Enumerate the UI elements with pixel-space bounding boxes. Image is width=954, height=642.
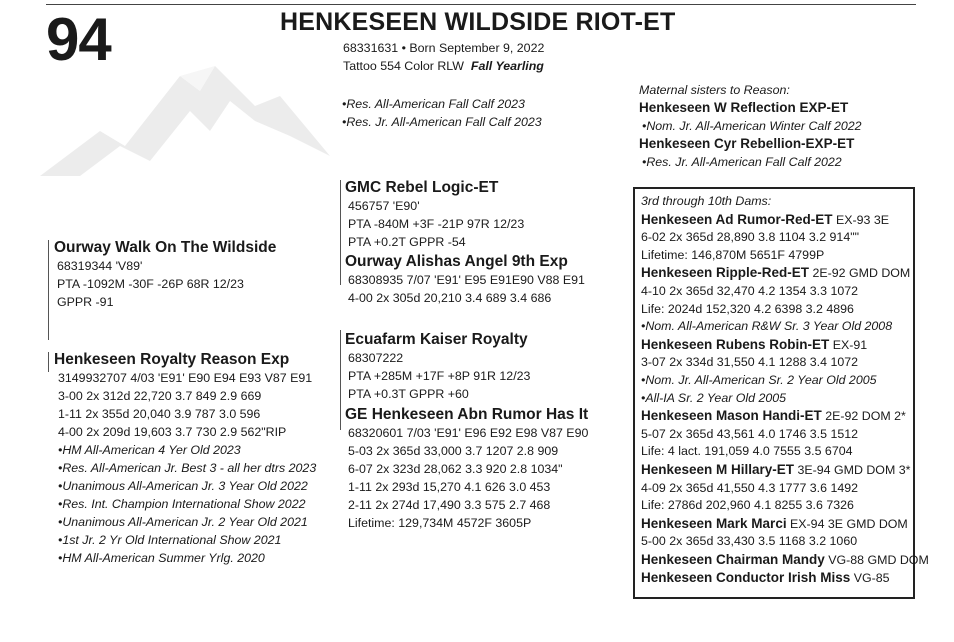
sister-name: Henkeseen Cyr Rebellion-EXP-ET <box>639 136 855 151</box>
tattoo-text: Tattoo 554 Color RLW <box>343 59 464 73</box>
box-dam-name <box>641 515 929 534</box>
sire-sire-block <box>345 178 524 251</box>
box-dam-name-text: Henkeseen Mason Handi-ET <box>641 408 822 424</box>
box-dam-class: VG-88 GMD DOM <box>824 552 929 567</box>
box-dam-line: Lifetime: 146,870M 5651F 4799P <box>641 247 825 262</box>
box-dam-line: 5-07 2x 365d 43,561 4.0 1746 3.5 1512 <box>641 426 859 441</box>
sire-dam-block <box>345 252 585 307</box>
maternal-sisters <box>639 81 862 171</box>
sire-line: 68319344 'V89' <box>57 259 143 273</box>
box-dam-line: 5-00 2x 365d 33,430 3.5 1168 3.2 1060 <box>641 534 858 549</box>
box-dam-name-text: Henkeseen Chairman Mandy <box>641 551 825 567</box>
sire-dam-name: Ourway Alishas Angel 9th Exp <box>345 253 568 270</box>
box-dam-name <box>641 407 929 426</box>
dam-bracket <box>48 352 49 372</box>
box-dam-honor: •Nom. Jr. All-American Sr. 2 Year Old 2005 <box>641 372 877 387</box>
box-dam-class: 3E-94 GMD DOM 3* <box>794 462 911 477</box>
box-dam-line: Life: 2786d 202,960 4.1 8255 3.6 7326 <box>641 498 854 513</box>
box-dam-name-text: Henkeseen Ripple-Red-ET <box>641 265 810 281</box>
box-dam-class: EX-93 3E <box>832 212 890 227</box>
box-dam-line: Life: 4 lact. 191,059 4.0 7555 3.5 6704 <box>641 444 853 459</box>
dam-honor: •Res. Int. Champion International Show 2022 <box>58 497 306 511</box>
dams-heading: 3rd through 10th Dams: <box>641 194 772 208</box>
box-dam-line: 4-09 2x 365d 41,550 4.3 1777 3.6 1492 <box>641 480 859 495</box>
dam-dam-name: GE Henkeseen Abn Rumor Has It <box>345 406 589 423</box>
dam-line: 1-11 2x 355d 20,040 3.9 787 3.0 596 <box>58 407 261 421</box>
box-dam-line: Life: 2024d 152,320 4.2 6398 3.2 4896 <box>641 301 854 316</box>
sire-sire-line: PTA +0.2T GPPR -54 <box>348 235 466 249</box>
box-dam-name-text: Henkeseen Ad Rumor-Red-ET <box>641 211 833 227</box>
dam-sire-name: Ecuafarm Kaiser Royalty <box>345 331 528 348</box>
box-dam-line: 3-07 2x 334d 31,550 4.1 1288 3.4 1072 <box>641 355 859 370</box>
animal-name: HENKESEEN WILDSIDE RIOT-ET <box>280 8 676 36</box>
dam-dam-line: 5-03 2x 365d 33,000 3.7 1207 2.8 909 <box>348 444 559 458</box>
box-dam-name-text: Henkeseen Mark Marci <box>641 515 787 531</box>
sister-name: Henkeseen W Reflection EXP-ET <box>639 100 849 115</box>
sire-line-bracket <box>340 180 341 285</box>
box-dam-honor: •All-IA Sr. 2 Year Old 2005 <box>641 390 787 405</box>
dam-honor: •1st Jr. 2 Yr Old International Show 2021 <box>58 533 282 547</box>
dam-line: 3-00 2x 312d 22,720 3.7 849 2.9 669 <box>58 389 262 403</box>
sisters-heading: Maternal sisters to Reason: <box>639 83 790 97</box>
sire-sire-name: GMC Rebel Logic-ET <box>345 179 499 196</box>
dam-dam-block <box>345 405 588 532</box>
box-dam-name <box>641 211 929 230</box>
box-dam-class: VG-85 <box>850 571 890 586</box>
box-dam-name-text: Henkeseen M Hillary-ET <box>641 461 795 477</box>
dams-box-content <box>641 193 929 588</box>
box-dam-line: 4-10 2x 365d 32,470 4.2 1354 3.3 1072 <box>641 283 859 298</box>
class-label: Fall Yearling <box>470 59 544 73</box>
sire-dam-line: 68308935 7/07 'E91' E95 E91E90 V88 E91 <box>348 273 585 287</box>
dam-dam-line: Lifetime: 129,734M 4572F 3605P <box>348 516 532 530</box>
honor-item: •Res. Jr. All-American Fall Calf 2023 <box>342 115 542 129</box>
dam-honor: •Res. All-American Jr. Best 3 - all her dtrs 2023 <box>58 461 317 475</box>
dam-dam-line: 2-11 2x 274d 17,490 3.3 575 2.7 468 <box>348 498 551 512</box>
sire-sire-line: PTA -840M +3F -21P 97R 12/23 <box>348 217 525 231</box>
sire-line: PTA -1092M -30F -26P 68R 12/23 <box>57 277 244 291</box>
box-dam-name <box>641 551 929 570</box>
dam-dam-line: 1-11 2x 293d 15,270 4.1 626 3.0 453 <box>348 480 551 494</box>
animal-honors <box>342 95 542 131</box>
dam-line: 3149932707 4/03 'E91' E90 E94 E93 V87 E91 <box>58 371 313 385</box>
dam-line-bracket <box>340 330 341 430</box>
animal-info <box>343 39 544 75</box>
dam-dam-line: 6-07 2x 323d 28,062 3.3 920 2.8 1034" <box>348 462 563 476</box>
dam-sire-line: 68307222 <box>348 351 404 365</box>
box-dam-class: 2E-92 GMD DOM <box>809 266 911 281</box>
dam-sire-line: PTA +285M +17F +8P 91R 12/23 <box>348 369 531 383</box>
top-rule <box>46 4 916 5</box>
lot-number: 94 <box>46 6 111 73</box>
box-dam-class: 2E-92 DOM 2* <box>821 409 906 424</box>
box-dam-class: EX-91 <box>829 337 868 352</box>
sister-honor: •Nom. Jr. All-American Winter Calf 2022 <box>642 119 862 133</box>
honor-item: •Res. All-American Fall Calf 2023 <box>342 97 525 111</box>
dam-honor: •HM All-American Summer Yrlg. 2020 <box>58 551 265 565</box>
dam-sire-line: PTA +0.3T GPPR +60 <box>348 387 469 401</box>
box-dam-name-text: Henkeseen Rubens Robin-ET <box>641 336 830 352</box>
box-dam-line: 6-02 2x 365d 28,890 3.8 1104 3.2 914"" <box>641 230 860 245</box>
sister-honor: •Res. Jr. All-American Fall Calf 2022 <box>642 155 842 169</box>
sire-line: GPPR -91 <box>57 295 114 309</box>
box-dam-name <box>641 569 929 588</box>
sire-sire-line: 456757 'E90' <box>348 199 420 213</box>
dam-honor: •Unanimous All-American Jr. 3 Year Old 2022 <box>58 479 308 493</box>
registration-line: 68331631 • Born September 9, 2022 <box>343 41 545 55</box>
sire-name: Ourway Walk On The Wildside <box>54 239 277 256</box>
box-dam-name <box>641 264 929 283</box>
box-dam-name <box>641 336 929 355</box>
dam-sire-block <box>345 330 530 403</box>
box-dam-honor: •Nom. All-American R&W Sr. 3 Year Old 2008 <box>641 319 893 334</box>
box-dam-name-text: Henkeseen Conductor Irish Miss <box>641 570 851 586</box>
sire-bracket <box>48 240 49 340</box>
box-dam-name <box>641 461 929 480</box>
dam-honor: •Unanimous All-American Jr. 2 Year Old 2021 <box>58 515 308 529</box>
box-dam-class: EX-94 3E GMD DOM <box>786 516 908 531</box>
dam-line: 4-00 2x 209d 19,603 3.7 730 2.9 562"RIP <box>58 425 287 439</box>
tattoo-line <box>343 57 544 75</box>
dam-block <box>54 350 316 567</box>
dam-dam-line: 68320601 7/03 'E91' E96 E92 E98 V87 E90 <box>348 426 589 440</box>
sire-dam-line: 4-00 2x 305d 20,210 3.4 689 3.4 686 <box>348 291 552 305</box>
dam-name: Henkeseen Royalty Reason Exp <box>54 351 290 368</box>
sire-block <box>54 238 276 311</box>
dam-honor: •HM All-American 4 Yer Old 2023 <box>58 443 241 457</box>
